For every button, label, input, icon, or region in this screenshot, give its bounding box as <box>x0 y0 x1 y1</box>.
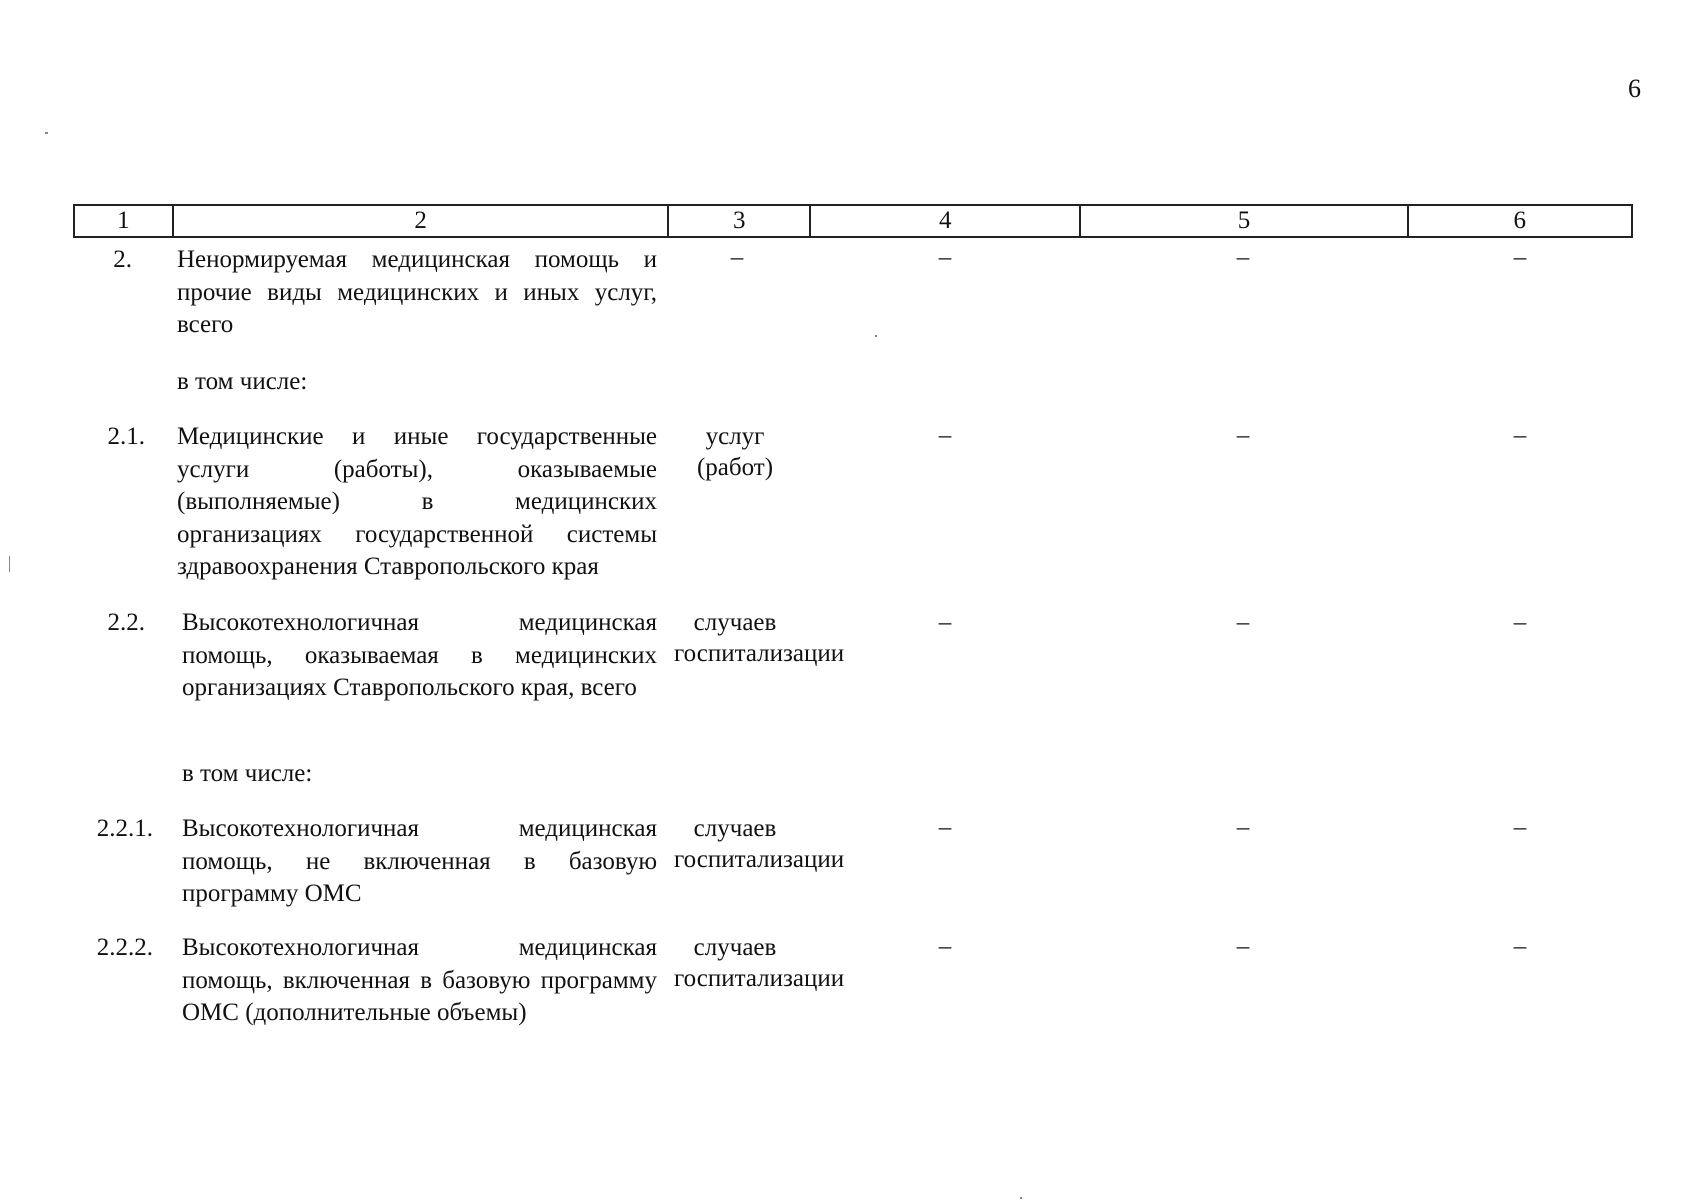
row-unit: услуг (работ) <box>696 423 774 481</box>
row-unit: случаев госпитализации <box>674 815 845 873</box>
row-value-col-4: – <box>938 422 952 449</box>
row-value-col-6: – <box>1513 933 1527 960</box>
row-subheading: в том числе: <box>177 368 308 395</box>
row-number: 2.2.2. <box>96 934 153 961</box>
row-value-col-4: – <box>938 814 952 841</box>
header-col-6: 6 <box>1407 206 1631 236</box>
row-description: Ненормируемая медицинская помощь и прочие виды медицинских и иных услуг, всего <box>177 246 657 338</box>
row-value-col-6: – <box>1513 244 1527 271</box>
row-value-col-5: – <box>1236 244 1250 271</box>
scan-mark <box>9 556 10 572</box>
row-value-col-5: – <box>1236 609 1250 636</box>
row-number: 2.1. <box>107 423 145 450</box>
row-value-col-6: – <box>1513 422 1527 449</box>
table-header <box>73 204 1633 238</box>
row-value-col-5: – <box>1236 814 1250 841</box>
row-number: 2. <box>113 246 132 273</box>
row-value-col-6: – <box>1513 814 1527 841</box>
scan-speck <box>875 335 877 337</box>
row-unit: случаев госпитализации <box>674 934 845 992</box>
row-unit: случаев госпитализации <box>674 609 845 667</box>
scan-speck <box>1020 1197 1022 1199</box>
row-description: Высокотехнологичная медицинская помощь, включенная в базовую программу ОМС (дополнительные объемы) <box>182 934 657 1026</box>
row-value-col-6: – <box>1513 609 1527 636</box>
row-description: Высокотехнологичная медицинская помощь, оказываемая в медицинских организациях Ставропольского края, всего <box>182 609 657 701</box>
header-col-3: 3 <box>667 206 809 236</box>
header-col-4: 4 <box>809 206 1079 236</box>
page-number: 6 <box>1628 74 1641 103</box>
row-description: Медицинские и иные государственные услуги (работы), оказываемые (выполняемые) в медицинских организациях государственной системы здравоохранения Ставропольского края <box>177 423 657 580</box>
header-col-1: 1 <box>117 207 130 234</box>
header-col-5: 5 <box>1079 206 1406 236</box>
row-unit: – <box>730 244 744 271</box>
header-col-2: 2 <box>172 206 668 236</box>
row-value-col-4: – <box>938 933 952 960</box>
row-value-col-5: – <box>1236 933 1250 960</box>
row-value-col-4: – <box>938 609 952 636</box>
scan-speck <box>45 132 48 134</box>
row-number: 2.2. <box>107 609 145 636</box>
row-number: 2.2.1. <box>96 815 153 842</box>
row-subheading: в том числе: <box>182 760 313 787</box>
row-description: Высокотехнологичная медицинская помощь, не включенная в базовую программу ОМС <box>182 815 657 907</box>
row-value-col-4: – <box>938 244 952 271</box>
row-value-col-5: – <box>1236 422 1250 449</box>
